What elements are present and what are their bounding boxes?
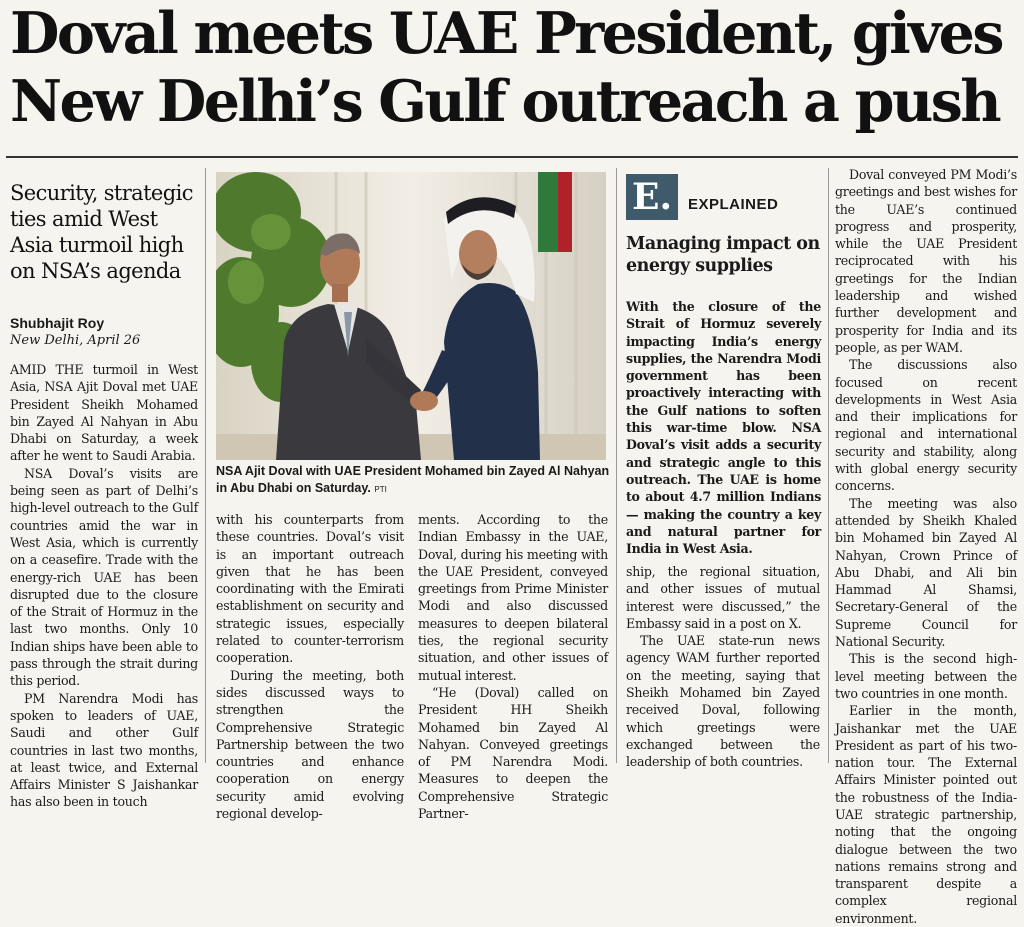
paragraph: ments. According to the Indian Embassy in the UAE, Doval, during his meeting with the UAE President, conveyed greetings from Prime Minister Modi and also discussed measures to deepen bilateral ties, the regional security situation, and other issues of mutual interest. xyxy=(418,512,608,683)
column-divider xyxy=(828,168,829,763)
column-divider xyxy=(616,168,617,763)
paragraph: with his counterparts from these countries. Doval’s visit is an important outreach given that he has been coordinating with the Emirati establishment on security and strategic issues, especially related to counter-terrorism cooperation. xyxy=(216,512,404,666)
column-divider xyxy=(205,168,206,763)
paragraph: NSA Doval’s visits are being seen as part of Delhi’s high-level outreach to the Gulf countries amid the war in West Asia, which is currently on a ceasefire. Trade with the energy-rich UAE has been disrupted due to the closure of the Strait of Hormuz in the last two months. Only 10 Indian ships have been able to pass through the strait during this period. xyxy=(10,465,198,689)
photo-illustration xyxy=(216,172,606,460)
paragraph: Earlier in the month, Jaishankar met the UAE President as part of his two-nation tour. The External Affairs Minister pointed out the robustness of the India-UAE strategic partnership, noting that the ongoing dialogue between the two nations remains strong and transparent despite a complex regional environment. xyxy=(835,703,1017,926)
dateline: New Delhi, April 26 xyxy=(10,333,141,348)
kicker: Security, strategic ties amid West Asia turmoil high on NSA’s agenda xyxy=(10,181,193,283)
photo-credit: PTI xyxy=(374,485,387,494)
explained-body: With the closure of the Strait of Hormuz severely impacting India’s energy supplies, the Narendra Modi government has been proactively interacting with the Gulf nations to soften this war-time blow. NSA Doval’s visit adds a security and strategic angle to this outreach. The UAE is home to about 4.7 million Indians — making the country a key and natural partner for India in West Asia. xyxy=(626,299,821,557)
paragraph: The discussions also focused on recent developments in West Asia and their implications for regional and international security and stability, along with global energy security concerns. xyxy=(835,357,1017,494)
paragraph: ship, the regional situation, and other issues of mutual interest were discussed,” the Embassy said in a post on X. xyxy=(626,564,820,631)
caption-text: NSA Ajit Doval with UAE President Mohamed bin Zayed Al Nahyan in Abu Dhabi on Saturday. xyxy=(216,464,610,495)
headline xyxy=(10,0,1014,136)
article-column-5 xyxy=(835,166,1017,927)
article-column-3 xyxy=(418,511,608,822)
headline-rule xyxy=(6,156,1018,158)
paragraph xyxy=(10,361,198,465)
paragraph: “He (Doval) called on President HH Sheikh Mohamed bin Zayed Al Nahyan. Conveyed greetings of PM Narendra Modi. Measures to deepen the Comprehensive Strategic Partner- xyxy=(418,684,608,822)
headline-line-1: Doval meets UAE President, gives xyxy=(10,0,1002,67)
paragraph: This is the second high-level meeting between the two countries in one month. xyxy=(835,651,1017,701)
paragraph: During the meeting, both sides discussed ways to strengthen the Comprehensive Strategic Partnership between the two countries and enhance cooperation on energy security amid evolving regional develop- xyxy=(216,667,404,822)
explained-label: EXPLAINED xyxy=(688,196,779,213)
headline-line-2: New Delhi’s Gulf outreach a push xyxy=(10,68,1000,135)
explained-badge: E. xyxy=(626,174,678,220)
paragraph: Doval conveyed PM Modi’s greetings and best wishes for the UAE’s continued progress and prosperity, while the UAE President reciprocated with his greetings for the Indian leadership and wished further development and prosperity for India and its people, as per WAM. xyxy=(835,167,1017,355)
article-column-4 xyxy=(626,563,820,771)
byline: Shubhajit Roy xyxy=(10,315,105,331)
paragraph: PM Narendra Modi has spoken to leaders of UAE, Saudi and other Gulf countries in last two months, at least twice, and External Affairs Minister S Jaishankar has also been in touch xyxy=(10,690,198,810)
article-column-1 xyxy=(10,361,198,811)
article-column-2 xyxy=(216,511,404,822)
paragraph-text: turmoil in West Asia, NSA Ajit Doval met UAE President Sheikh Mohamed bin Zayed Al Nahyan in Abu Dhabi on Saturday, a week after he went to Saudi Arabia. xyxy=(10,362,198,464)
explained-title: Managing impact on energy supplies xyxy=(626,234,820,276)
paragraph: The UAE state-run news agency WAM further reported on the meeting, saying that Sheikh Mohamed bin Zayed received Doval, following which greetings were exchanged between the leadership of both countries. xyxy=(626,633,820,770)
photo-caption xyxy=(216,463,611,498)
paragraph: The meeting was also attended by Sheikh Khaled bin Mohamed bin Zayed Al Nahyan, Crown Prince of Abu Dhabi, and Ali bin Hammad Al Shamsi, Secretary-General of the Supreme Council for National Security. xyxy=(835,495,1017,650)
news-photo xyxy=(216,172,606,460)
lead-caps: AMID THE xyxy=(10,362,84,377)
